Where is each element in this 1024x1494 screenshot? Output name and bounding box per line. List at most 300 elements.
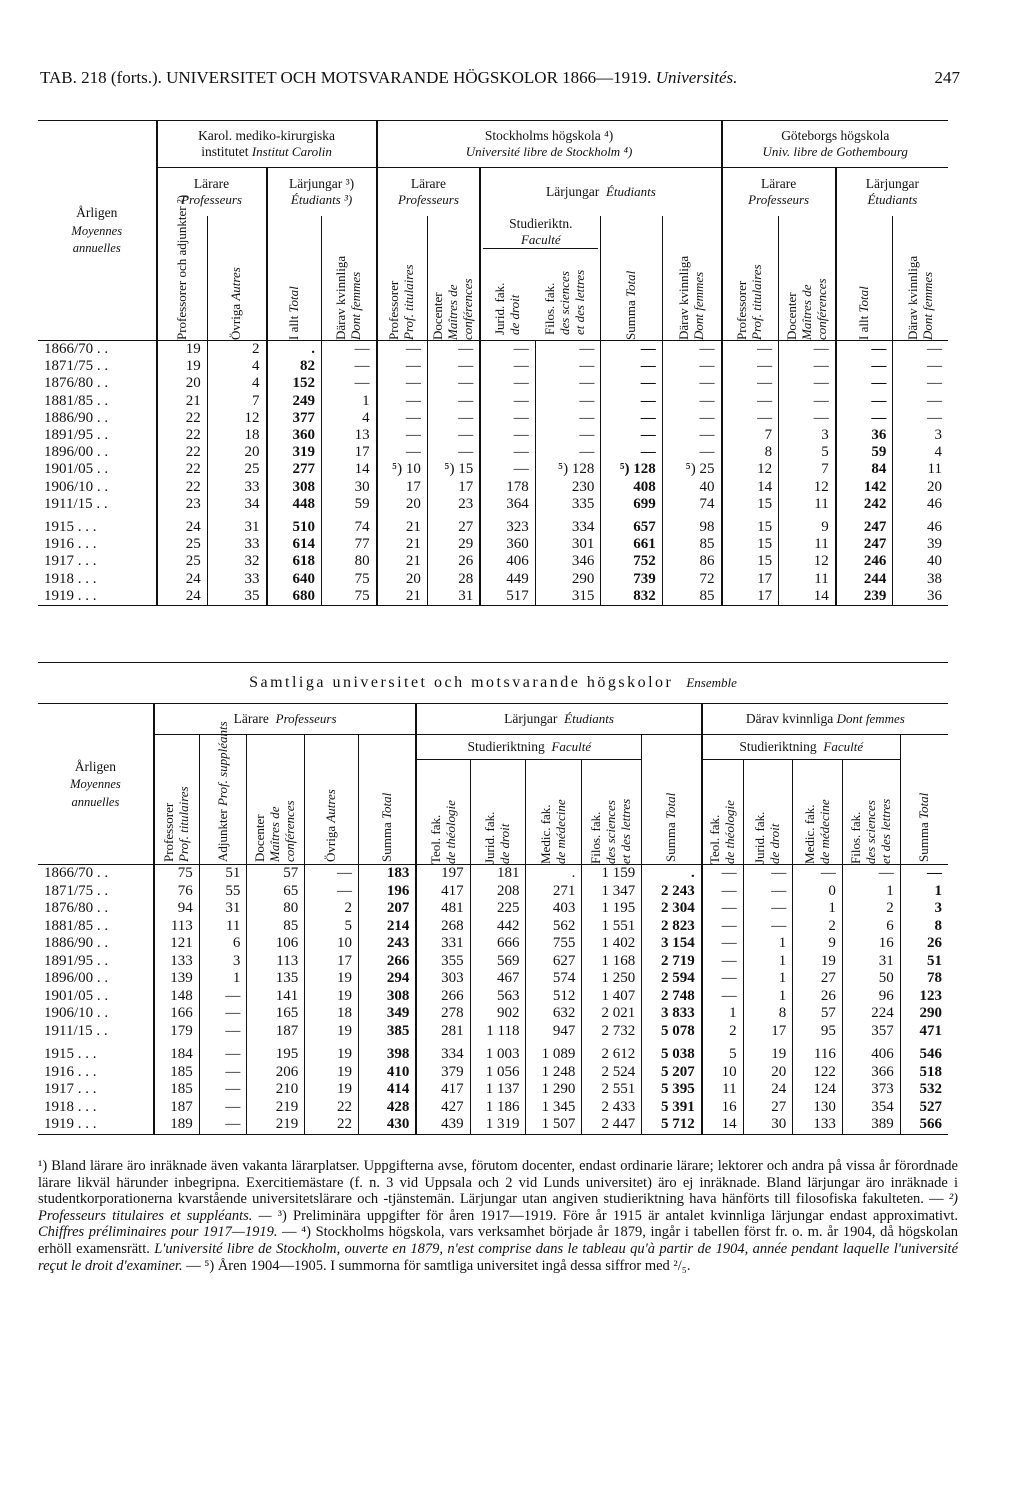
row-year: 1916 . . . bbox=[44, 536, 97, 553]
table-cell: 16 bbox=[702, 1099, 743, 1117]
karolinska-group: Karol. mediko-kirurgiska institutet Institut Carolin bbox=[157, 121, 377, 168]
table-cell: 290 bbox=[900, 1005, 948, 1023]
footnote-1: ¹) Bland lärare äro inräknade även vakanta lärarplatser. Uppgifterna avse, förutom docenter, endast ordinarie lärare; lektorer och andra på vissa år förordnade lärare likväl härunder inbegripna. Exercitiemästare (f. n. 3 vid Uppsala och 2 vid Lunds universitet) äro ej inräknade. Bland lärjungar äro inräknade i studentkorporationerna kvarstående universitetslärare och -tjänstemän. Lärjungar utan angiven studieriktning hava hänförts till filosofiska fakulteten. — bbox=[38, 1158, 958, 1208]
table-cell: 46 bbox=[893, 496, 948, 513]
table-cell: — bbox=[535, 341, 601, 359]
table-cell: 271 bbox=[526, 883, 582, 901]
table-cell: 442 bbox=[470, 918, 526, 936]
table-cell: 574 bbox=[526, 970, 582, 988]
table-cell: 661 bbox=[601, 536, 662, 553]
table-cell: 1 290 bbox=[526, 1081, 582, 1099]
table-cell: 31 bbox=[427, 588, 480, 606]
institutions-table bbox=[38, 120, 948, 606]
table-cell: — bbox=[722, 341, 779, 359]
table-row bbox=[38, 341, 948, 359]
table-cell: 19 bbox=[157, 341, 208, 359]
table-cell: 25 bbox=[157, 553, 208, 570]
table-cell: 947 bbox=[526, 1023, 582, 1041]
table-cell: — bbox=[535, 410, 601, 427]
table-cell: 319 bbox=[267, 444, 322, 461]
table-cell: 517 bbox=[480, 588, 535, 606]
table-cell: — bbox=[199, 1116, 247, 1134]
col-g-kvinnliga: Därav kvinnliga Dont femmes bbox=[904, 255, 935, 340]
table-cell: 51 bbox=[199, 865, 247, 883]
table-cell: 2 524 bbox=[582, 1064, 642, 1082]
table-row bbox=[38, 570, 948, 587]
table-cell: 208 bbox=[470, 883, 526, 901]
table-cell: 50 bbox=[842, 970, 900, 988]
table-cell: 3 bbox=[199, 953, 247, 971]
goteborg-larare: Lärare Professeurs bbox=[722, 168, 836, 217]
table-cell: 22 bbox=[157, 461, 208, 478]
table-cell: 121 bbox=[154, 935, 199, 953]
table-cell: 11 bbox=[893, 461, 948, 478]
table-row bbox=[38, 410, 948, 427]
table-cell: 183 bbox=[359, 865, 417, 883]
col-t-w-medic: Medic. fak. de médecine bbox=[801, 799, 832, 864]
table-cell: 406 bbox=[480, 553, 535, 570]
table-cell: 85 bbox=[662, 536, 721, 553]
footnote-2: ²) Professeurs titulaires et suppléants. — bbox=[38, 1191, 959, 1224]
table-cell: 21 bbox=[377, 588, 428, 606]
col-k-allt: I allt Total bbox=[285, 286, 301, 340]
table-cell: 562 bbox=[526, 918, 582, 936]
table-cell: 122 bbox=[793, 1064, 843, 1082]
footnote-3: ³) Preliminära uppgifter för åren 1917—1919. Före år 1915 är antalet kvinnliga lärjungar endast approximativt. bbox=[277, 1207, 958, 1224]
stockholm-group: Stockholms högskola ⁴) Université libre de Stockholm ⁴) bbox=[377, 121, 722, 168]
table-cell: 1 186 bbox=[470, 1099, 526, 1117]
table-row bbox=[38, 588, 948, 606]
table-cell: 98 bbox=[662, 519, 721, 536]
table-cell: 15 bbox=[722, 536, 779, 553]
table-cell: 467 bbox=[470, 970, 526, 988]
table-cell: 25 bbox=[207, 461, 266, 478]
table-cell: 242 bbox=[836, 496, 893, 513]
table-cell: 7 bbox=[207, 393, 266, 410]
table-cell: 2 bbox=[305, 900, 359, 918]
table-cell: 123 bbox=[900, 988, 948, 1006]
table-cell: 135 bbox=[247, 970, 305, 988]
table-cell: 449 bbox=[480, 570, 535, 587]
table-cell: 389 bbox=[842, 1116, 900, 1134]
table-cell: — bbox=[743, 865, 793, 883]
table-cell: — bbox=[377, 410, 428, 427]
table-cell: 315 bbox=[535, 588, 601, 606]
table-cell: 14 bbox=[779, 588, 836, 606]
col-g-docenter: Docenter Maîtres de conférences bbox=[783, 278, 829, 340]
row-year: 1866/70 . . bbox=[44, 341, 109, 358]
table-cell: — bbox=[427, 393, 480, 410]
table-cell: 281 bbox=[416, 1023, 470, 1041]
footnote-4-fr: L'université libre de Stockholm, ouverte en 1879, n'est comprise dans le tableau qu'à partir de 1904, année pendant laquelle l'université reçut le droit d'examiner. bbox=[38, 1240, 959, 1274]
table-cell: 1 bbox=[900, 883, 948, 901]
table-cell: 85 bbox=[662, 588, 721, 606]
row-year: 1901/05 . . bbox=[44, 461, 109, 478]
col-t-jurid: Jurid. fak. de droit bbox=[482, 811, 513, 864]
table-cell: 219 bbox=[247, 1116, 305, 1134]
table-cell: — bbox=[743, 883, 793, 901]
table-cell: 294 bbox=[359, 970, 417, 988]
table-cell: — bbox=[601, 444, 662, 461]
table-cell: — bbox=[601, 358, 662, 375]
table-cell: — bbox=[480, 393, 535, 410]
page-number: 247 bbox=[934, 68, 960, 87]
col-t-women-summa: Summa Total bbox=[915, 792, 931, 862]
table-cell: — bbox=[722, 393, 779, 410]
table-cell: 13 bbox=[322, 427, 377, 444]
table-cell: 78 bbox=[900, 970, 948, 988]
row-year: 1881/85 . . bbox=[44, 917, 109, 934]
table-cell: 3 154 bbox=[642, 935, 702, 953]
table-cell: — bbox=[893, 358, 948, 375]
row-year: 1891/95 . . bbox=[44, 427, 109, 444]
table-cell: 2 748 bbox=[642, 988, 702, 1006]
table-cell: — bbox=[427, 341, 480, 359]
table-cell: 21 bbox=[377, 553, 428, 570]
table-cell: — bbox=[199, 1005, 247, 1023]
table-cell: 77 bbox=[322, 536, 377, 553]
year-header: Årligen Moyennes annuelles bbox=[38, 121, 157, 341]
table-cell: 76 bbox=[154, 883, 199, 901]
table-cell: — bbox=[199, 1064, 247, 1082]
table-cell: 17 bbox=[722, 570, 779, 587]
table-cell: 8 bbox=[722, 444, 779, 461]
table-row bbox=[38, 375, 948, 392]
table-cell: 94 bbox=[154, 900, 199, 918]
table-cell: 113 bbox=[154, 918, 199, 936]
table-cell: 20 bbox=[743, 1064, 793, 1082]
totals-larjungar: Lärjungar Étudiants bbox=[416, 704, 701, 735]
table-cell: 303 bbox=[416, 970, 470, 988]
col-k-kvinnliga: Därav kvinnliga Dont femmes bbox=[332, 255, 363, 340]
table-cell: 65 bbox=[247, 883, 305, 901]
table-cell: 14 bbox=[722, 479, 779, 496]
table-cell: 116 bbox=[793, 1046, 843, 1064]
col-t-adjunkter: Adjunkter Prof. suppléants bbox=[214, 720, 230, 862]
table-cell: 2 612 bbox=[582, 1046, 642, 1064]
row-year: 1911/15 . . bbox=[44, 495, 108, 512]
table-cell: 360 bbox=[480, 536, 535, 553]
col-g-prof: Professorer Prof. titulaires bbox=[734, 264, 765, 340]
table-row bbox=[38, 1023, 948, 1041]
table-cell: ⁵) 128 bbox=[535, 461, 601, 478]
table-cell: 5 078 bbox=[642, 1023, 702, 1041]
row-year: 1915 . . . bbox=[44, 518, 97, 535]
table-cell: 627 bbox=[526, 953, 582, 971]
table-cell: 34 bbox=[207, 496, 266, 513]
table-cell: 266 bbox=[359, 953, 417, 971]
col-k-ovriga: Övriga Autres bbox=[228, 267, 244, 340]
col-t-medic: Medic. fak. de médecine bbox=[537, 799, 568, 864]
table-cell: 74 bbox=[322, 519, 377, 536]
table-cell: 5 bbox=[702, 1046, 743, 1064]
table-cell: 22 bbox=[157, 479, 208, 496]
table-cell: 19 bbox=[305, 988, 359, 1006]
table-cell: 31 bbox=[842, 953, 900, 971]
table-cell: 19 bbox=[305, 1023, 359, 1041]
table-cell: — bbox=[702, 970, 743, 988]
table-cell: 266 bbox=[416, 988, 470, 1006]
table-row bbox=[38, 1064, 948, 1082]
table-cell: — bbox=[702, 953, 743, 971]
table-cell: 17 bbox=[305, 953, 359, 971]
table-cell: 124 bbox=[793, 1081, 843, 1099]
table-cell: 1 bbox=[842, 883, 900, 901]
table-cell: 19 bbox=[305, 1081, 359, 1099]
table-cell: — bbox=[480, 410, 535, 427]
footnote-5: — ⁵) Åren 1904—1905. I summorna för samtliga universitet ingå dessa siffror med ²/₅. bbox=[186, 1257, 691, 1274]
col-t-w-jurid: Jurid. fak. de droit bbox=[751, 811, 782, 864]
table-cell: 24 bbox=[157, 588, 208, 606]
table-cell: 566 bbox=[900, 1116, 948, 1134]
table-cell: 246 bbox=[836, 553, 893, 570]
table-cell: 17 bbox=[427, 479, 480, 496]
table-cell: — bbox=[377, 341, 428, 359]
table-cell: 18 bbox=[207, 427, 266, 444]
table-cell: — bbox=[893, 393, 948, 410]
table-row bbox=[38, 1116, 948, 1134]
table-cell: 22 bbox=[157, 427, 208, 444]
table-cell: 20 bbox=[893, 479, 948, 496]
row-year: 1901/05 . . bbox=[44, 987, 109, 1004]
table-cell: 1 bbox=[743, 953, 793, 971]
row-year: 1918 . . . bbox=[44, 1098, 97, 1115]
table-cell: 19 bbox=[743, 1046, 793, 1064]
table-cell: — bbox=[836, 410, 893, 427]
table-cell: 417 bbox=[416, 883, 470, 901]
table-cell: 377 bbox=[267, 410, 322, 427]
table-cell: 106 bbox=[247, 935, 305, 953]
table-cell: 527 bbox=[900, 1099, 948, 1117]
table-cell: 27 bbox=[743, 1099, 793, 1117]
col-t-w-teol: Teol. fak. de théologie bbox=[706, 800, 737, 864]
table-cell: 268 bbox=[416, 918, 470, 936]
table-cell: — bbox=[199, 1023, 247, 1041]
table-cell: 28 bbox=[427, 570, 480, 587]
table-cell: 278 bbox=[416, 1005, 470, 1023]
table-cell: 373 bbox=[842, 1081, 900, 1099]
row-year: 1891/95 . . bbox=[44, 952, 109, 969]
table-cell: 9 bbox=[779, 519, 836, 536]
table-cell: 832 bbox=[601, 588, 662, 606]
table-cell: — bbox=[836, 358, 893, 375]
table-cell: 20 bbox=[377, 496, 428, 513]
table-cell: 24 bbox=[743, 1081, 793, 1099]
table-cell: — bbox=[480, 375, 535, 392]
table-cell: 360 bbox=[267, 427, 322, 444]
table-cell: 21 bbox=[377, 519, 428, 536]
table-cell: 36 bbox=[893, 588, 948, 606]
table-cell: 33 bbox=[207, 479, 266, 496]
institutions-table-body bbox=[38, 341, 948, 606]
table-cell: 2 732 bbox=[582, 1023, 642, 1041]
table-cell: — bbox=[893, 341, 948, 359]
table-cell: — bbox=[480, 341, 535, 359]
table-cell: 614 bbox=[267, 536, 322, 553]
year-header-2: Årligen Moyennes annuelles bbox=[38, 704, 154, 865]
table-cell: — bbox=[702, 865, 743, 883]
goteborg-group: Göteborgs högskola Univ. libre de Gothembourg bbox=[722, 121, 949, 168]
table-cell: 8 bbox=[900, 918, 948, 936]
table-cell: — bbox=[601, 393, 662, 410]
table-cell: 72 bbox=[662, 570, 721, 587]
table-cell: 75 bbox=[322, 588, 377, 606]
table-cell: 563 bbox=[470, 988, 526, 1006]
table-cell: 207 bbox=[359, 900, 417, 918]
table-cell: 14 bbox=[702, 1116, 743, 1134]
table-cell: 410 bbox=[359, 1064, 417, 1082]
table-row bbox=[38, 953, 948, 971]
table-cell: 187 bbox=[247, 1023, 305, 1041]
table-cell: 30 bbox=[743, 1116, 793, 1134]
table-cell: 518 bbox=[900, 1064, 948, 1082]
row-year: 1915 . . . bbox=[44, 1046, 97, 1063]
table-cell: — bbox=[322, 341, 377, 359]
table-cell: 448 bbox=[267, 496, 322, 513]
table-cell: 185 bbox=[154, 1064, 199, 1082]
table-cell: 15 bbox=[722, 496, 779, 513]
totals-larare: Lärare Professeurs bbox=[154, 704, 417, 735]
table-cell: 243 bbox=[359, 935, 417, 953]
table-cell: 179 bbox=[154, 1023, 199, 1041]
row-year: 1911/15 . . bbox=[44, 1022, 108, 1039]
table-cell: — bbox=[199, 1046, 247, 1064]
table-cell: 195 bbox=[247, 1046, 305, 1064]
table-cell: 17 bbox=[743, 1023, 793, 1041]
table-cell: 5 bbox=[779, 444, 836, 461]
table-cell: 20 bbox=[377, 570, 428, 587]
row-year: 1871/75 . . bbox=[44, 882, 109, 899]
table-cell: — bbox=[836, 393, 893, 410]
table-cell: — bbox=[199, 1099, 247, 1117]
table-cell: 1 bbox=[793, 900, 843, 918]
table-row bbox=[38, 900, 948, 918]
table-row bbox=[38, 519, 948, 536]
table-cell: 51 bbox=[900, 953, 948, 971]
table-cell: 249 bbox=[267, 393, 322, 410]
table-cell: 349 bbox=[359, 1005, 417, 1023]
table-cell: — bbox=[305, 865, 359, 883]
table-cell: 33 bbox=[207, 536, 266, 553]
col-t-summa: Summa Total bbox=[378, 792, 394, 862]
table-cell: 2 594 bbox=[642, 970, 702, 988]
table-cell: 18 bbox=[305, 1005, 359, 1023]
col-t-prof: Professorer Prof. titulaires bbox=[160, 785, 191, 862]
table-cell: 187 bbox=[154, 1099, 199, 1117]
table-cell: 95 bbox=[793, 1023, 843, 1041]
table-cell: . bbox=[642, 865, 702, 883]
table-cell: 22 bbox=[305, 1099, 359, 1117]
table-cell: 19 bbox=[305, 1046, 359, 1064]
table-cell: 133 bbox=[793, 1116, 843, 1134]
table-cell: 19 bbox=[793, 953, 843, 971]
table-cell: — bbox=[779, 358, 836, 375]
table-cell: 30 bbox=[322, 479, 377, 496]
table-cell: 20 bbox=[157, 375, 208, 392]
table-cell: 17 bbox=[322, 444, 377, 461]
table-cell: 20 bbox=[207, 444, 266, 461]
table-cell: — bbox=[779, 375, 836, 392]
table-cell: 1 056 bbox=[470, 1064, 526, 1082]
table-cell: — bbox=[793, 865, 843, 883]
table-row bbox=[38, 479, 948, 496]
table-cell: 19 bbox=[305, 970, 359, 988]
table-cell: 8 bbox=[743, 1005, 793, 1023]
table-cell: 755 bbox=[526, 935, 582, 953]
table-row bbox=[38, 358, 948, 375]
table-cell: 1 402 bbox=[582, 935, 642, 953]
table-cell: 32 bbox=[207, 553, 266, 570]
table-cell: 14 bbox=[322, 461, 377, 478]
table-cell: 277 bbox=[267, 461, 322, 478]
table-cell: — bbox=[722, 358, 779, 375]
table-cell: 7 bbox=[779, 461, 836, 478]
table-cell: 2 bbox=[207, 341, 266, 359]
col-t-w-filos: Filos. fak. des sciences et des lettres bbox=[847, 798, 893, 864]
col-t-stud-summa: Summa Total bbox=[663, 792, 679, 862]
table-cell: 59 bbox=[322, 496, 377, 513]
table-cell: 439 bbox=[416, 1116, 470, 1134]
header-subtitle: Universités. bbox=[655, 68, 738, 87]
table-cell: — bbox=[535, 427, 601, 444]
table-cell: — bbox=[480, 358, 535, 375]
table-cell: 666 bbox=[470, 935, 526, 953]
table-cell: 26 bbox=[427, 553, 480, 570]
table-row bbox=[38, 461, 948, 478]
table-cell: 46 bbox=[893, 519, 948, 536]
col-s-summa: Summa Total bbox=[623, 270, 639, 340]
table-cell: 512 bbox=[526, 988, 582, 1006]
table-cell: 35 bbox=[207, 588, 266, 606]
table-cell: — bbox=[779, 341, 836, 359]
table-cell: — bbox=[535, 393, 601, 410]
col-t-filos: Filos. fak. des sciences et des lettres bbox=[588, 798, 634, 864]
table-cell: 430 bbox=[359, 1116, 417, 1134]
table-cell: 301 bbox=[535, 536, 601, 553]
table-cell: — bbox=[199, 988, 247, 1006]
table-cell: 22 bbox=[305, 1116, 359, 1134]
table-cell: — bbox=[427, 375, 480, 392]
table-cell: 334 bbox=[535, 519, 601, 536]
row-year: 1876/80 . . bbox=[44, 900, 109, 917]
table-cell: 398 bbox=[359, 1046, 417, 1064]
table-row bbox=[38, 1005, 948, 1023]
table-cell: — bbox=[601, 341, 662, 359]
table-cell: 357 bbox=[842, 1023, 900, 1041]
table-cell: 1 159 bbox=[582, 865, 642, 883]
col-s-jurid: Jurid. fak. de droit bbox=[492, 283, 523, 336]
table-cell: 355 bbox=[416, 953, 470, 971]
table-cell: — bbox=[535, 358, 601, 375]
table-cell: 2 823 bbox=[642, 918, 702, 936]
table-cell: 10 bbox=[305, 935, 359, 953]
table-cell: — bbox=[702, 900, 743, 918]
row-year: 1918 . . . bbox=[44, 570, 97, 587]
table-cell: 1 551 bbox=[582, 918, 642, 936]
table-cell: ⁵) 10 bbox=[377, 461, 428, 478]
table-cell: 2 bbox=[842, 900, 900, 918]
table-cell: 11 bbox=[779, 536, 836, 553]
table-cell: — bbox=[743, 918, 793, 936]
table-cell: 680 bbox=[267, 588, 322, 606]
table-cell: 481 bbox=[416, 900, 470, 918]
table-cell: 96 bbox=[842, 988, 900, 1006]
table-cell: 334 bbox=[416, 1046, 470, 1064]
table-cell: 31 bbox=[199, 900, 247, 918]
table-cell: 27 bbox=[427, 519, 480, 536]
table-cell: 24 bbox=[157, 570, 208, 587]
table-cell: 55 bbox=[199, 883, 247, 901]
